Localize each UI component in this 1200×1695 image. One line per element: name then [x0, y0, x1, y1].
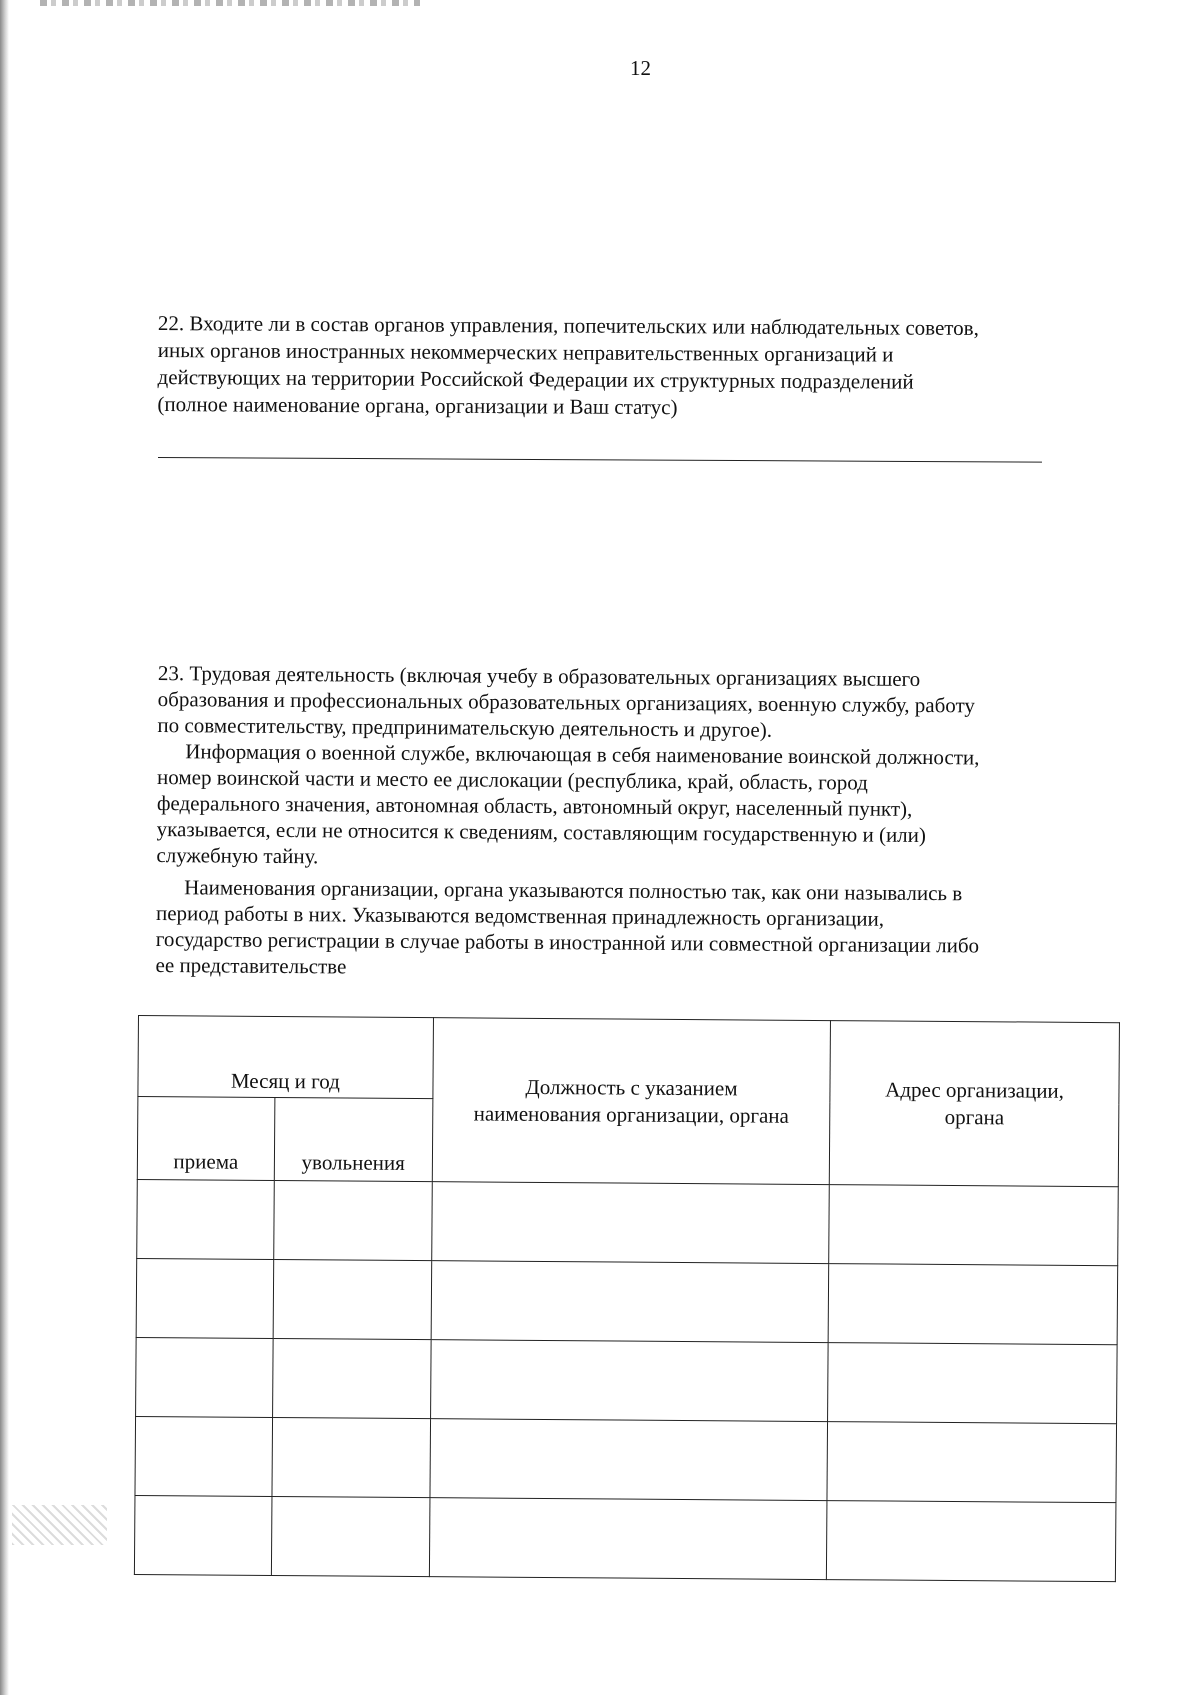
- scan-left-edge: [0, 0, 9, 1695]
- work-history-table-wrapper: [134, 1015, 1120, 1582]
- position-cell[interactable]: [430, 1340, 828, 1422]
- military-info-line: федерального значения, автономная область, автономный округ, населенный пункт),: [156, 790, 913, 821]
- position-header-line: наименования организации, органа: [473, 1100, 789, 1128]
- question-23: [156, 660, 1118, 986]
- dismissal-header: увольнения: [274, 1098, 432, 1182]
- address-header-line: Адрес организации,: [885, 1076, 1065, 1103]
- question-23-line: 23. Трудовая деятельность (включая учебу в образовательных организациях высшего: [157, 660, 921, 691]
- scan-noise: [12, 1505, 107, 1545]
- position-cell[interactable]: [431, 1261, 829, 1343]
- question-22-line: (полное наименование органа, организации и Ваш статус): [157, 391, 678, 420]
- organization-naming-line: период работы в них. Указываются ведомственная принадлежность организации,: [155, 900, 885, 931]
- military-info-line: служебную тайну.: [156, 842, 319, 869]
- position-cell[interactable]: [431, 1182, 829, 1264]
- dismissal-cell[interactable]: [271, 1496, 429, 1576]
- month-year-header: Месяц и год: [138, 1016, 433, 1099]
- dismissal-cell[interactable]: [272, 1417, 430, 1497]
- scan-top-edge: [40, 0, 420, 6]
- page-number: 12: [630, 56, 651, 80]
- work-history-table: [134, 1015, 1120, 1582]
- military-info-line: Информация о военной службе, включающая в себя наименование воинской должности,: [185, 739, 980, 770]
- address-header: [830, 1021, 1120, 1187]
- organization-naming-line: ее представительстве: [155, 952, 347, 979]
- question-22-line: 22. Входите ли в состав органов управления, попечительских или наблюдательных советов,: [157, 310, 979, 341]
- dismissal-cell[interactable]: [273, 1260, 431, 1340]
- address-cell[interactable]: [829, 1185, 1118, 1266]
- hire-header: приема: [137, 1097, 274, 1181]
- organization-naming-line: государство регистрации в случае работы в иностранной или совместной организации либо: [155, 926, 980, 958]
- military-info-line: номер воинской части и место ее дислокации (республика, край, область, город: [156, 764, 868, 795]
- question-22-answer-line[interactable]: [158, 457, 1042, 463]
- question-22-line: иных органов иностранных некоммерческих неправительственных организаций и: [157, 337, 894, 367]
- position-cell[interactable]: [429, 1498, 827, 1580]
- table-header-row: [138, 1016, 1120, 1104]
- military-info-line: указывается, если не относится к сведениям, составляющим государственную и (или): [156, 816, 927, 848]
- question-22: [157, 310, 1118, 424]
- table-row: [136, 1258, 1118, 1344]
- table-row: [137, 1179, 1119, 1265]
- table-row: [135, 1416, 1117, 1502]
- hire-cell[interactable]: [137, 1179, 274, 1259]
- address-cell[interactable]: [827, 1501, 1116, 1582]
- address-cell[interactable]: [828, 1264, 1117, 1345]
- dismissal-cell[interactable]: [272, 1338, 430, 1418]
- question-22-line: действующих на территории Российской Федерации их структурных подразделений: [157, 364, 914, 394]
- table-row: [136, 1337, 1118, 1423]
- table-row: [134, 1495, 1116, 1581]
- question-23-line: по совместительству, предпринимательскую деятельность и другое).: [157, 712, 773, 742]
- address-header-line: органа: [944, 1104, 1005, 1129]
- hire-cell[interactable]: [136, 1258, 273, 1338]
- organization-naming-line: Наименования организации, органа указываются полностью так, как они назывались в: [184, 875, 963, 906]
- position-cell[interactable]: [430, 1419, 828, 1501]
- hire-cell[interactable]: [135, 1416, 272, 1496]
- hire-cell[interactable]: [136, 1337, 273, 1417]
- position-header-line: Должность с указанием: [525, 1074, 738, 1100]
- question-23-line: образования и профессиональных образовательных организациях, военную службу, работу: [157, 686, 976, 718]
- address-cell[interactable]: [827, 1422, 1116, 1503]
- hire-cell[interactable]: [134, 1495, 271, 1575]
- address-cell[interactable]: [828, 1343, 1117, 1424]
- dismissal-cell[interactable]: [274, 1181, 432, 1261]
- position-header: [432, 1018, 831, 1185]
